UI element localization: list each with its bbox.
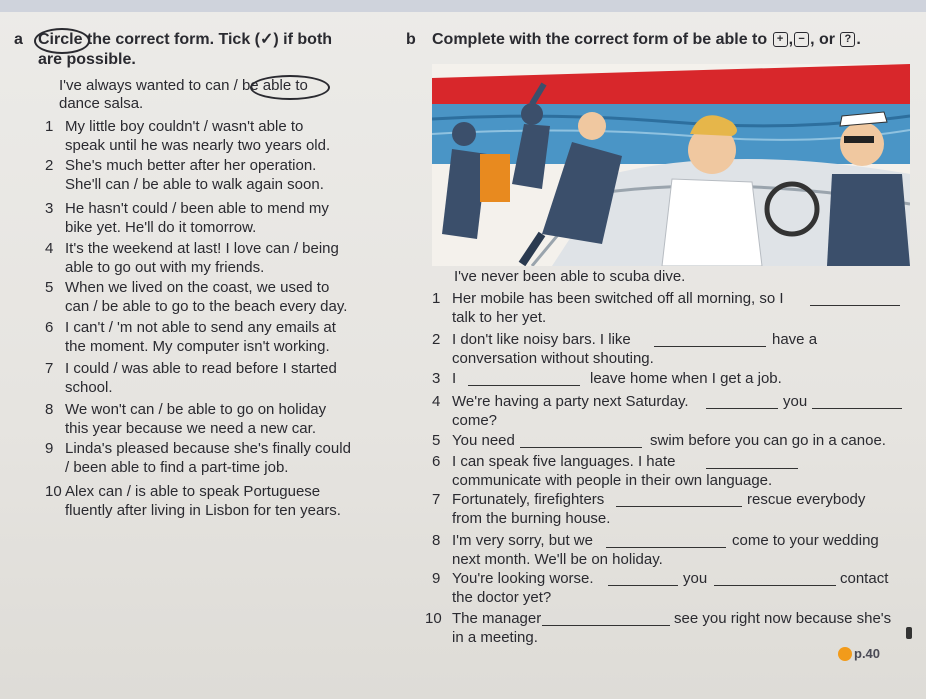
section-a-item-line2: this year because we need a new car. <box>65 420 316 437</box>
section-a-item-number: 8 <box>45 401 54 418</box>
section-a-item-line2: fluently after living in Lisbon for ten years. <box>65 502 341 519</box>
section-a-item-number: 5 <box>45 279 54 296</box>
section-a-item-line2: speak until he was nearly two years old. <box>65 137 331 154</box>
answer-blank[interactable] <box>714 585 836 586</box>
section-a-item-number: 9 <box>45 440 54 457</box>
section-b-item-text: Her mobile has been switched off all morning, so I <box>452 290 784 307</box>
scuba-boat-illustration <box>432 64 910 266</box>
section-b-instruction-text: Complete with the correct form of be able to <box>432 31 768 48</box>
section-b-item-number: 6 <box>432 453 441 470</box>
section-a-item-line1: We won't can / be able to go on holiday <box>65 401 327 418</box>
section-a-item-line2: able to go out with my friends. <box>65 259 265 276</box>
answer-blank[interactable] <box>812 408 902 409</box>
minus-icon: − <box>794 32 809 47</box>
section-b-item-text: come to your wedding <box>732 532 879 549</box>
example-b-text: I've never been able to scuba dive. <box>454 268 686 285</box>
example-b <box>454 268 685 286</box>
section-b-item-number: 8 <box>432 532 441 549</box>
section-b-instruction: Complete with the correct form of be able to + , − , or ? . <box>432 31 861 48</box>
section-a-item-line2: / been able to find a part-time job. <box>65 459 289 476</box>
answer-blank[interactable] <box>810 305 900 306</box>
section-b-item-line2: communicate with people in their own language. <box>452 472 773 489</box>
section-b-or: or <box>818 31 835 48</box>
example-a-line1: I've always wanted to can / be able to <box>59 77 308 94</box>
section-b-item-text: contact <box>840 570 889 587</box>
section-a-item-line2: She'll can / be able to walk again soon. <box>65 176 324 193</box>
section-b-item-text: leave home when I get a job. <box>590 370 782 387</box>
section-a-item-number: 3 <box>45 200 54 217</box>
answer-blank[interactable] <box>616 506 742 507</box>
section-a-item-line1: My little boy couldn't / wasn't able to <box>65 118 304 135</box>
section-a-instruction-line1: Circle the correct form. Tick (✓) if both <box>38 31 333 48</box>
question-icon: ? <box>840 32 855 47</box>
section-a-item-line2: the moment. My computer isn't working. <box>65 338 330 355</box>
section-b-item-text: We're having a party next Saturday. <box>452 393 689 410</box>
section-b-item-text: I <box>452 370 457 387</box>
section-a-item-line1: Linda's pleased because she's finally could <box>65 440 351 457</box>
section-b-item-number: 10 <box>425 610 442 627</box>
arrow-icon[interactable] <box>838 647 852 661</box>
section-b-item-line2: talk to her yet. <box>452 309 547 326</box>
section-b-item-text: You're looking worse. <box>452 570 594 587</box>
answer-blank[interactable] <box>468 385 580 386</box>
section-b-item-text: Fortunately, firefighters <box>452 491 605 508</box>
section-b-item-text: I'm very sorry, but we <box>452 532 593 549</box>
section-b-item-text: you <box>683 570 708 587</box>
section-b-item-text: The manager <box>452 610 542 627</box>
marker-icon <box>906 627 912 639</box>
section-a-item-number: 6 <box>45 319 54 336</box>
section-b-item-text: I don't like noisy bars. I like <box>452 331 631 348</box>
answer-blank[interactable] <box>520 447 642 448</box>
section-b-item-number: 1 <box>432 290 441 307</box>
section-b-item-text: see you right now because she's <box>674 610 892 627</box>
section-a-item-number: 7 <box>45 360 54 377</box>
circle-mark-example <box>250 75 330 100</box>
answer-blank[interactable] <box>706 468 798 469</box>
page-reference[interactable]: p.40 <box>854 646 881 661</box>
answer-blank[interactable] <box>608 585 678 586</box>
section-b-item-text: you <box>783 393 808 410</box>
section-a-item-number: 1 <box>45 118 54 135</box>
section-a-item-number: 2 <box>45 157 54 174</box>
section-b-item-number: 4 <box>432 393 441 410</box>
section-b-item-line2: come? <box>452 412 498 429</box>
section-a-item-line1: It's the weekend at last! I love can / being <box>65 240 339 257</box>
section-a-item-line1: He hasn't could / been able to mend my <box>65 200 329 217</box>
plus-icon: + <box>773 32 788 47</box>
section-a-item-line1: I can't / 'm not able to send any emails at <box>65 319 336 336</box>
section-b-item-text: have a <box>772 331 818 348</box>
section-b-item-number: 3 <box>432 370 441 387</box>
section-b-item-line2: from the burning house. <box>452 510 611 527</box>
section-a-instruction-line2: are possible. <box>38 51 136 68</box>
section-a-item-line1: She's much better after her operation. <box>65 157 317 174</box>
section-a-item-line1: When we lived on the coast, we used to <box>65 279 330 296</box>
answer-blank[interactable] <box>542 625 670 626</box>
section-b-item-line2: in a meeting. <box>452 629 538 646</box>
section-b-item-number: 2 <box>432 331 441 348</box>
section-a-letter: a <box>14 31 23 48</box>
section-b-item-number: 7 <box>432 491 441 508</box>
section-a-item-line1: I could / was able to read before I started <box>65 360 337 377</box>
section-a-item-number: 10 <box>45 483 62 500</box>
top-band <box>0 0 926 12</box>
section-b-item-number: 5 <box>432 432 441 449</box>
section-b-item-text: rescue everybody <box>747 491 866 508</box>
section-b-letter: b <box>406 31 416 48</box>
answer-blank[interactable] <box>706 408 778 409</box>
section-a-item-line1: Alex can / is able to speak Portuguese <box>65 483 321 500</box>
answer-blank[interactable] <box>654 346 766 347</box>
answer-blank[interactable] <box>606 547 726 548</box>
section-a-item-line2: bike yet. He'll do it tomorrow. <box>65 219 257 236</box>
example-a-line2: dance salsa. <box>59 95 144 112</box>
section-b-item-text: swim before you can go in a canoe. <box>650 432 886 449</box>
section-b-item-text: You need <box>452 432 515 449</box>
section-a-item-number: 4 <box>45 240 54 257</box>
section-b-item-line2: the doctor yet? <box>452 589 552 606</box>
section-b-item-line2: next month. We'll be on holiday. <box>452 551 663 568</box>
section-b-item-text: I can speak five languages. I hate <box>452 453 676 470</box>
section-a-item-line2: school. <box>65 379 113 396</box>
section-b-item-number: 9 <box>432 570 441 587</box>
section-a-item-line2: can / be able to go to the beach every day. <box>65 298 348 315</box>
section-b-item-line2: conversation without shouting. <box>452 350 654 367</box>
